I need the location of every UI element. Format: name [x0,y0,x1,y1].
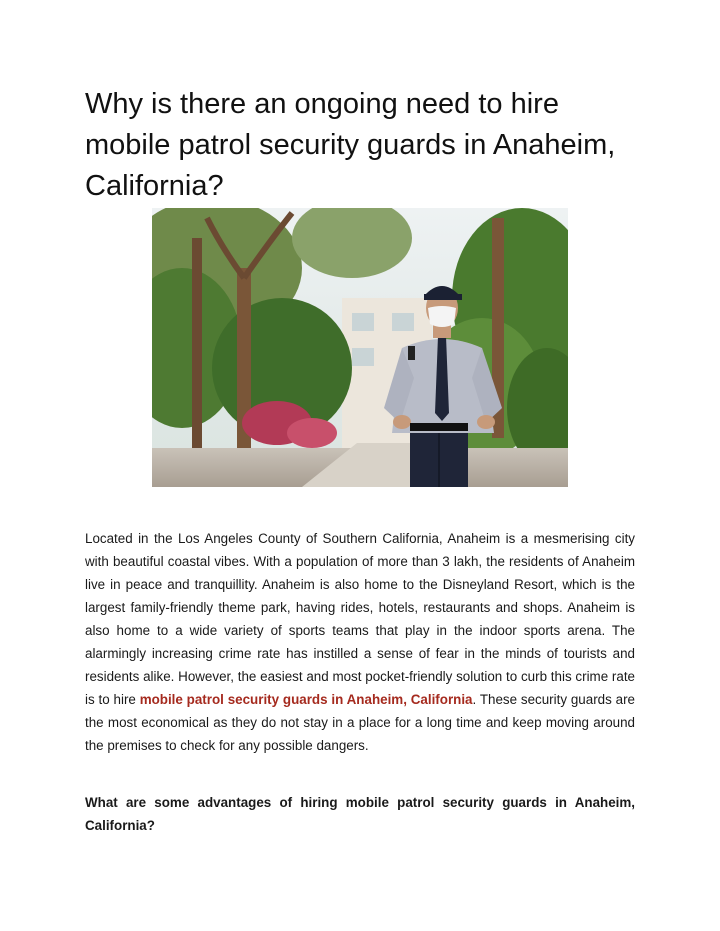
paragraph-text-end: . These security guards are the most economical as they do not stay in a place for a long time and keep moving around the premises to check for any possible dangers. [85,692,635,753]
section-subheading: What are some advantages of hiring mobile patrol security guards in Anaheim, California? [85,795,635,833]
intro-paragraph [85,527,635,757]
mobile-patrol-link[interactable]: mobile patrol security guards in Anaheim, California [139,692,473,707]
security-guard-photo [152,208,568,487]
article-title: Why is there an ongoing need to hire mobile patrol security guards in Anaheim, California? [85,88,616,202]
paragraph-text-start: Located in the Los Angeles County of Southern California, Anaheim is a mesmerising city with beautiful coastal vibes. With a population of more than 3 lakh, the residents of Anaheim live in peace and tranquillity. Anaheim is also home to the Disneyland Resort, which is the largest family-friendly theme park, having rides, hotels, restaurants and shops. Anaheim is also home to a wide variety of sports teams that play in the indoor sports arena. The alarmingly increasing crime rate has instilled a sense of fear in the minds of tourists and residents alike. However, the easiest and most pocket-friendly solution to curb this crime rate is to hire [85,531,635,707]
